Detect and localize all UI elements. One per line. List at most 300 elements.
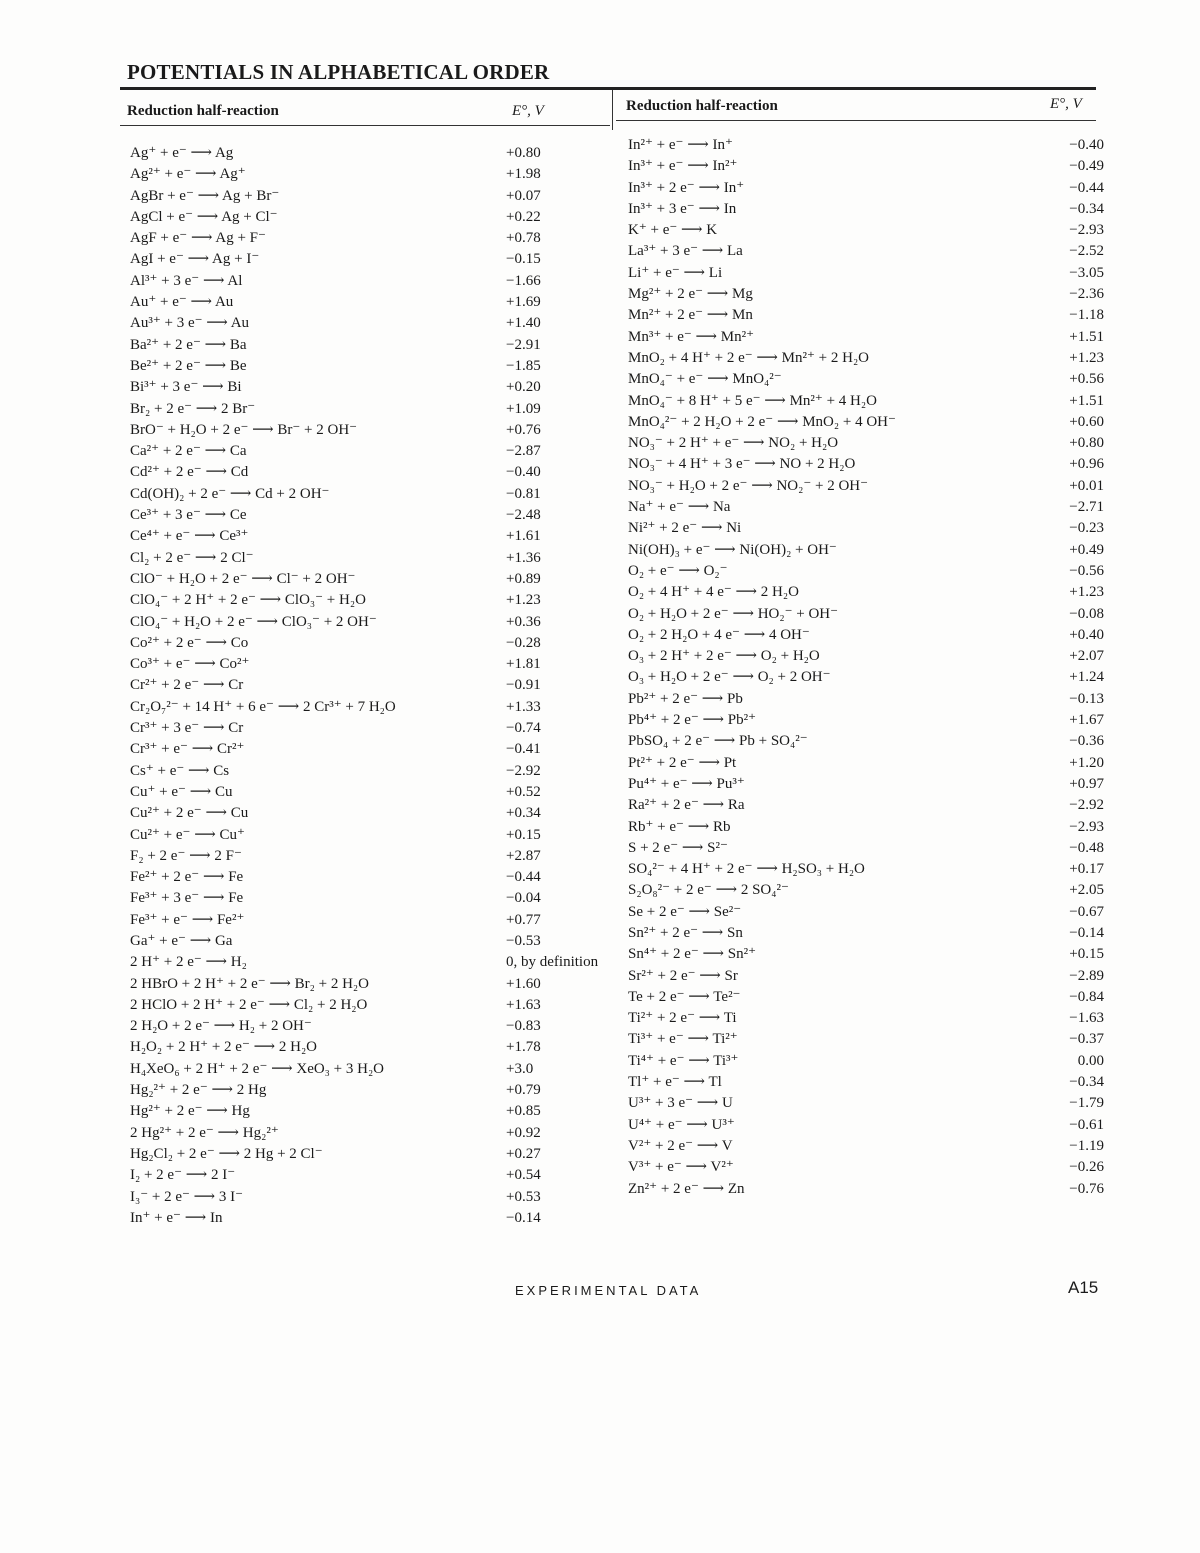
half-reaction: Be²⁺ + 2 e⁻ ⟶ Be	[130, 357, 247, 374]
potential-value: +1.60	[506, 975, 541, 992]
potential-value: −0.76	[1069, 1180, 1104, 1197]
right-header-rule	[616, 120, 1096, 121]
half-reaction: MnO₄⁻ + e⁻ ⟶ MnO₄²⁻	[628, 371, 782, 388]
potential-value: +0.52	[506, 783, 541, 800]
table-row	[130, 612, 610, 633]
half-reaction: F₂ + 2 e⁻ ⟶ 2 F⁻	[130, 847, 242, 864]
half-reaction: ClO₄⁻ + 2 H⁺ + 2 e⁻ ⟶ ClO₃⁻ + H₂O	[130, 592, 366, 609]
potential-value: +0.80	[1069, 435, 1104, 452]
half-reaction: Ga⁺ + e⁻ ⟶ Ga	[130, 932, 233, 949]
table-row	[628, 625, 1108, 646]
table-row	[628, 646, 1108, 667]
potential-value: −0.34	[1069, 1074, 1104, 1091]
half-reaction: MnO₄²⁻ + 2 H₂O + 2 e⁻ ⟶ MnO₂ + 4 OH⁻	[628, 413, 896, 430]
table-row	[628, 880, 1108, 901]
table-row	[130, 356, 610, 377]
table-row	[130, 271, 610, 292]
half-reaction: Cr³⁺ + e⁻ ⟶ Cr²⁺	[130, 741, 245, 758]
potential-value: +2.87	[506, 847, 541, 864]
table-row	[130, 313, 610, 334]
table-row	[130, 1059, 610, 1080]
potential-value: −0.04	[506, 890, 541, 907]
half-reaction: Sn⁴⁺ + 2 e⁻ ⟶ Sn²⁺	[628, 946, 757, 963]
potential-value: −0.67	[1069, 903, 1104, 920]
potential-value: +0.89	[506, 570, 541, 587]
potential-value: −1.63	[1069, 1010, 1104, 1027]
table-row	[628, 1179, 1108, 1200]
half-reaction: BrO⁻ + H₂O + 2 e⁻ ⟶ Br⁻ + 2 OH⁻	[130, 421, 358, 438]
potential-value: −0.53	[506, 932, 541, 949]
table-row	[628, 731, 1108, 752]
half-reaction: Sr²⁺ + 2 e⁻ ⟶ Sr	[628, 967, 738, 984]
half-reaction: Ni(OH)₃ + e⁻ ⟶ Ni(OH)₂ + OH⁻	[628, 541, 837, 558]
potential-value: −2.92	[1069, 797, 1104, 814]
half-reaction: Fe³⁺ + e⁻ ⟶ Fe²⁺	[130, 911, 245, 928]
half-reaction: O₂ + e⁻ ⟶ O₂⁻	[628, 562, 728, 579]
table-row	[628, 518, 1108, 539]
potential-value: +1.40	[506, 315, 541, 332]
table-row	[628, 220, 1108, 241]
table-row	[130, 1165, 610, 1186]
half-reaction: NO₃⁻ + H₂O + 2 e⁻ ⟶ NO₂⁻ + 2 OH⁻	[628, 477, 869, 494]
potential-value: +3.0	[506, 1060, 534, 1077]
potential-value: −2.93	[1069, 222, 1104, 239]
half-reaction: AgF + e⁻ ⟶ Ag + F⁻	[130, 230, 266, 247]
half-reaction: Zn²⁺ + 2 e⁻ ⟶ Zn	[628, 1180, 745, 1197]
half-reaction: Cu²⁺ + e⁻ ⟶ Cu⁺	[130, 826, 245, 843]
potential-value: +0.80	[506, 145, 541, 161]
potential-value: −1.79	[1069, 1095, 1104, 1112]
potential-value: +0.27	[506, 1145, 541, 1162]
half-reaction: Cl₂ + 2 e⁻ ⟶ 2 Cl⁻	[130, 549, 254, 566]
potential-value: −0.26	[1069, 1159, 1104, 1176]
table-row	[130, 825, 610, 846]
table-row	[130, 675, 610, 696]
half-reaction: O₂ + 4 H⁺ + 4 e⁻ ⟶ 2 H₂O	[628, 584, 799, 601]
potential-value: +0.07	[506, 187, 541, 204]
table-row	[130, 1123, 610, 1144]
potential-value: +0.40	[1069, 626, 1104, 643]
table-row	[628, 604, 1108, 625]
potential-value: +0.53	[506, 1188, 541, 1205]
table-row	[628, 327, 1108, 348]
potential-value: −2.93	[1069, 818, 1104, 835]
half-reaction: Au³⁺ + 3 e⁻ ⟶ Au	[130, 315, 250, 332]
top-rule	[120, 87, 1096, 90]
table-row	[130, 1037, 610, 1058]
table-row	[628, 412, 1108, 433]
table-row	[130, 654, 610, 675]
half-reaction: Ca²⁺ + 2 e⁻ ⟶ Ca	[130, 443, 247, 460]
half-reaction: AgI + e⁻ ⟶ Ag + I⁻	[130, 251, 260, 268]
potential-value: −0.28	[506, 634, 541, 651]
table-row	[628, 1072, 1108, 1093]
table-row	[130, 867, 610, 888]
half-reaction: O₃ + H₂O + 2 e⁻ ⟶ O₂ + 2 OH⁻	[628, 669, 831, 686]
potential-value: −0.41	[506, 741, 541, 758]
table-row	[628, 966, 1108, 987]
half-reaction: Cd²⁺ + 2 e⁻ ⟶ Cd	[130, 464, 249, 481]
potential-value: −0.91	[506, 677, 541, 694]
table-row	[628, 1093, 1108, 1114]
half-reaction: Cr³⁺ + 3 e⁻ ⟶ Cr	[130, 720, 244, 737]
table-row	[628, 561, 1108, 582]
half-reaction: Cr²⁺ + 2 e⁻ ⟶ Cr	[130, 677, 244, 694]
half-reaction: Cd(OH)₂ + 2 e⁻ ⟶ Cd + 2 OH⁻	[130, 485, 330, 502]
table-row	[130, 335, 610, 356]
potential-value: −0.14	[506, 1209, 541, 1226]
half-reaction: Ce⁴⁺ + e⁻ ⟶ Ce³⁺	[130, 528, 249, 545]
potential-value: −1.18	[1069, 307, 1104, 324]
half-reaction: Au⁺ + e⁻ ⟶ Au	[130, 294, 234, 311]
table-row	[130, 974, 610, 995]
table-row	[628, 774, 1108, 795]
table-row	[130, 931, 610, 952]
table-row	[628, 667, 1108, 688]
potential-value: −0.44	[1069, 179, 1104, 196]
table-row	[628, 582, 1108, 603]
half-reaction: Al³⁺ + 3 e⁻ ⟶ Al	[130, 272, 243, 289]
half-reaction: U⁴⁺ + e⁻ ⟶ U³⁺	[628, 1116, 735, 1133]
half-reaction: La³⁺ + 3 e⁻ ⟶ La	[628, 243, 743, 260]
potential-value: +0.97	[1069, 775, 1104, 792]
table-row	[130, 526, 610, 547]
table-row	[130, 249, 610, 270]
half-reaction: 2 H⁺ + 2 e⁻ ⟶ H₂	[130, 954, 247, 971]
half-reaction: Cu²⁺ + 2 e⁻ ⟶ Cu	[130, 805, 249, 822]
potential-value: +1.63	[506, 996, 541, 1013]
right-potential-header: E°, V	[1050, 96, 1082, 112]
potential-value: +1.81	[506, 656, 541, 673]
table-row	[130, 143, 610, 164]
half-reaction: Ra²⁺ + 2 e⁻ ⟶ Ra	[628, 797, 745, 814]
half-reaction: U³⁺ + 3 e⁻ ⟶ U	[628, 1095, 733, 1112]
half-reaction: Co²⁺ + 2 e⁻ ⟶ Co	[130, 634, 249, 651]
potential-value: +0.17	[1069, 861, 1104, 878]
half-reaction: Li⁺ + e⁻ ⟶ Li	[628, 264, 723, 281]
potential-value: −0.81	[506, 485, 541, 502]
potential-value: +1.36	[506, 549, 541, 566]
potential-value: −2.87	[506, 443, 541, 460]
table-row	[628, 284, 1108, 305]
table-row	[628, 1136, 1108, 1157]
table-row	[628, 1157, 1108, 1178]
half-reaction: Pb²⁺ + 2 e⁻ ⟶ Pb	[628, 690, 743, 707]
table-row	[130, 739, 610, 760]
table-row	[130, 952, 610, 973]
table-row	[628, 1029, 1108, 1050]
potential-value: +0.79	[506, 1082, 541, 1099]
table-row	[130, 1144, 610, 1165]
table-row	[628, 241, 1108, 262]
potential-value: −2.52	[1069, 243, 1104, 260]
potential-value: 0.00	[1077, 1052, 1104, 1069]
table-row	[628, 1115, 1108, 1136]
half-reaction: Mn²⁺ + 2 e⁻ ⟶ Mn	[628, 307, 753, 324]
potential-value: +2.07	[1069, 648, 1104, 665]
table-row	[628, 391, 1108, 412]
potential-value: +0.78	[506, 230, 541, 247]
potential-value: −2.71	[1069, 499, 1104, 516]
half-reaction: S + 2 e⁻ ⟶ S²⁻	[628, 839, 728, 856]
right-reaction-header: Reduction half-reaction	[626, 98, 778, 114]
potential-value: +0.20	[506, 379, 541, 396]
table-row	[628, 902, 1108, 923]
half-reaction: I₂ + 2 e⁻ ⟶ 2 I⁻	[130, 1167, 236, 1184]
potential-value: −0.56	[1069, 562, 1104, 579]
potential-value: −0.74	[506, 720, 541, 737]
table-row	[130, 484, 610, 505]
potential-value: +1.20	[1069, 754, 1104, 771]
potential-value: +1.61	[506, 528, 541, 545]
half-reaction: In⁺ + e⁻ ⟶ In	[130, 1209, 223, 1226]
table-row	[130, 590, 610, 611]
half-reaction: Co³⁺ + e⁻ ⟶ Co²⁺	[130, 656, 250, 673]
table-row	[628, 753, 1108, 774]
half-reaction: 2 Hg²⁺ + 2 e⁻ ⟶ Hg₂²⁺	[130, 1124, 279, 1141]
half-reaction: AgBr + e⁻ ⟶ Ag + Br⁻	[130, 187, 280, 204]
table-row	[130, 399, 610, 420]
potential-value: −1.19	[1069, 1137, 1104, 1154]
table-row	[628, 1051, 1108, 1072]
half-reaction: Ti²⁺ + 2 e⁻ ⟶ Ti	[628, 1010, 737, 1027]
table-row	[628, 156, 1108, 177]
potential-value: +1.98	[506, 166, 541, 183]
half-reaction: Hg₂²⁺ + 2 e⁻ ⟶ 2 Hg	[130, 1082, 267, 1099]
potential-value: +0.92	[506, 1124, 541, 1141]
potential-value: −0.23	[1069, 520, 1104, 537]
table-row	[130, 910, 610, 931]
potential-value: −0.49	[1069, 158, 1104, 175]
half-reaction: Cs⁺ + e⁻ ⟶ Cs	[130, 762, 230, 779]
half-reaction: AgCl + e⁻ ⟶ Ag + Cl⁻	[130, 208, 278, 225]
table-row	[130, 462, 610, 483]
half-reaction: In³⁺ + e⁻ ⟶ In²⁺	[628, 158, 738, 175]
half-reaction: Pu⁴⁺ + e⁻ ⟶ Pu³⁺	[628, 775, 745, 792]
potential-value: −2.36	[1069, 286, 1104, 303]
potential-value: +2.05	[1069, 882, 1104, 899]
half-reaction: Na⁺ + e⁻ ⟶ Na	[628, 499, 731, 516]
header-separator	[612, 90, 613, 130]
table-row	[130, 1187, 610, 1208]
half-reaction: Br₂ + 2 e⁻ ⟶ 2 Br⁻	[130, 400, 256, 417]
half-reaction: Fe³⁺ + 3 e⁻ ⟶ Fe	[130, 890, 244, 907]
potential-value: +0.77	[506, 911, 541, 928]
potential-value: +1.23	[506, 592, 541, 609]
half-reaction: H₄XeO₆ + 2 H⁺ + 2 e⁻ ⟶ XeO₃ + 3 H₂O	[130, 1060, 385, 1077]
potential-value: −1.85	[506, 357, 541, 374]
half-reaction: O₂ + 2 H₂O + 4 e⁻ ⟶ 4 OH⁻	[628, 626, 810, 643]
half-reaction: 2 HClO + 2 H⁺ + 2 e⁻ ⟶ Cl₂ + 2 H₂O	[130, 996, 368, 1013]
half-reaction: Tl⁺ + e⁻ ⟶ Tl	[628, 1074, 722, 1091]
table-row	[628, 859, 1108, 880]
table-row	[628, 178, 1108, 199]
half-reaction: Mg²⁺ + 2 e⁻ ⟶ Mg	[628, 286, 753, 303]
potential-value: −0.40	[1069, 137, 1104, 153]
table-row	[130, 164, 610, 185]
table-row	[628, 369, 1108, 390]
left-potential-header: E°, V	[512, 103, 544, 119]
half-reaction: In²⁺ + e⁻ ⟶ In⁺	[628, 137, 733, 153]
table-row	[130, 441, 610, 462]
half-reaction: MnO₄⁻ + 8 H⁺ + 5 e⁻ ⟶ Mn²⁺ + 4 H₂O	[628, 392, 877, 409]
half-reaction: ClO₄⁻ + H₂O + 2 e⁻ ⟶ ClO₃⁻ + 2 OH⁻	[130, 613, 377, 630]
half-reaction: O₂ + H₂O + 2 e⁻ ⟶ HO₂⁻ + OH⁻	[628, 605, 839, 622]
half-reaction: Sn²⁺ + 2 e⁻ ⟶ Sn	[628, 924, 743, 941]
table-row	[130, 803, 610, 824]
half-reaction: Ti³⁺ + e⁻ ⟶ Ti²⁺	[628, 1031, 738, 1048]
potential-value: 0, by definition	[506, 954, 599, 971]
potential-value: +1.51	[1069, 392, 1104, 409]
table-row	[130, 888, 610, 909]
half-reaction: Hg₂Cl₂ + 2 e⁻ ⟶ 2 Hg + 2 Cl⁻	[130, 1145, 323, 1162]
potential-value: +0.01	[1069, 477, 1104, 494]
table-row	[628, 987, 1108, 1008]
half-reaction: Bi³⁺ + 3 e⁻ ⟶ Bi	[130, 379, 242, 396]
potential-value: −0.44	[506, 869, 541, 886]
left-reaction-header: Reduction half-reaction	[127, 103, 279, 119]
potential-value: −0.14	[1069, 924, 1104, 941]
table-row	[628, 817, 1108, 838]
half-reaction: Ni²⁺ + 2 e⁻ ⟶ Ni	[628, 520, 742, 537]
table-row	[130, 548, 610, 569]
table-row	[628, 454, 1108, 475]
potential-value: +0.76	[506, 421, 541, 438]
potential-value: +0.15	[506, 826, 541, 843]
table-row	[130, 228, 610, 249]
table-row	[628, 476, 1108, 497]
half-reaction: O₃ + 2 H⁺ + 2 e⁻ ⟶ O₂ + H₂O	[628, 648, 820, 665]
table-row	[130, 569, 610, 590]
table-row	[130, 420, 610, 441]
table-row	[628, 199, 1108, 220]
table-row	[130, 995, 610, 1016]
potential-value: −0.61	[1069, 1116, 1104, 1133]
potential-value: +0.36	[506, 613, 541, 630]
half-reaction: K⁺ + e⁻ ⟶ K	[628, 222, 718, 239]
potential-value: −2.91	[506, 336, 541, 353]
half-reaction: S₂O₈²⁻ + 2 e⁻ ⟶ 2 SO₄²⁻	[628, 882, 789, 899]
table-row	[628, 348, 1108, 369]
table-row	[628, 944, 1108, 965]
half-reaction: Pt²⁺ + 2 e⁻ ⟶ Pt	[628, 754, 737, 771]
potential-value: −0.84	[1069, 988, 1104, 1005]
potential-value: +1.69	[506, 294, 541, 311]
potential-value: +0.85	[506, 1103, 541, 1120]
half-reaction: Cr₂O₇²⁻ + 14 H⁺ + 6 e⁻ ⟶ 2 Cr³⁺ + 7 H₂O	[130, 698, 396, 715]
potential-value: −0.15	[506, 251, 541, 268]
table-row	[628, 689, 1108, 710]
table-row	[628, 710, 1108, 731]
half-reaction: Ti⁴⁺ + e⁻ ⟶ Ti³⁺	[628, 1052, 739, 1069]
potential-value: +0.60	[1069, 413, 1104, 430]
potential-value: +0.56	[1069, 371, 1104, 388]
table-row	[130, 718, 610, 739]
potential-value: +0.34	[506, 805, 541, 822]
table-row	[130, 505, 610, 526]
half-reaction: 2 HBrO + 2 H⁺ + 2 e⁻ ⟶ Br₂ + 2 H₂O	[130, 975, 369, 992]
half-reaction: Ba²⁺ + 2 e⁻ ⟶ Ba	[130, 336, 247, 353]
half-reaction: Pb⁴⁺ + 2 e⁻ ⟶ Pb²⁺	[628, 712, 757, 729]
half-reaction: PbSO₄ + 2 e⁻ ⟶ Pb + SO₄²⁻	[628, 733, 808, 750]
table-row	[628, 1008, 1108, 1029]
table-row	[628, 305, 1108, 326]
table-row	[130, 1208, 610, 1229]
half-reaction: NO₃⁻ + 4 H⁺ + 3 e⁻ ⟶ NO + 2 H₂O	[628, 456, 856, 473]
potential-value: +0.15	[1069, 946, 1104, 963]
potential-value: +1.23	[1069, 349, 1104, 366]
half-reaction: Mn³⁺ + e⁻ ⟶ Mn²⁺	[628, 328, 755, 345]
potential-value: −0.13	[1069, 690, 1104, 707]
potential-value: +1.51	[1069, 328, 1104, 345]
page-title: POTENTIALS IN ALPHABETICAL ORDER	[127, 60, 550, 84]
potential-value: +1.24	[1069, 669, 1104, 686]
potential-value: −0.37	[1069, 1031, 1104, 1048]
potential-value: −1.66	[506, 272, 541, 289]
half-reaction: V³⁺ + e⁻ ⟶ V²⁺	[628, 1159, 734, 1176]
table-row	[628, 795, 1108, 816]
potential-value: +1.23	[1069, 584, 1104, 601]
potential-value: +1.09	[506, 400, 541, 417]
potential-value: −2.92	[506, 762, 541, 779]
potential-value: −0.08	[1069, 605, 1104, 622]
page-number: A15	[1068, 1278, 1099, 1297]
half-reaction: Ag²⁺ + e⁻ ⟶ Ag⁺	[130, 166, 246, 183]
potential-value: +1.78	[506, 1039, 541, 1056]
table-row	[130, 207, 610, 228]
table-row	[628, 838, 1108, 859]
half-reaction: Rb⁺ + e⁻ ⟶ Rb	[628, 818, 731, 835]
half-reaction: In³⁺ + 3 e⁻ ⟶ In	[628, 200, 737, 217]
footer-section-label: EXPERIMENTAL DATA	[515, 1283, 702, 1298]
half-reaction: Te + 2 e⁻ ⟶ Te²⁻	[628, 988, 741, 1005]
potential-value: +0.49	[1069, 541, 1104, 558]
potential-value: +1.67	[1069, 712, 1104, 729]
table-row	[130, 292, 610, 313]
half-reaction: Ce³⁺ + 3 e⁻ ⟶ Ce	[130, 507, 247, 524]
table-row	[130, 1080, 610, 1101]
table-row	[130, 782, 610, 803]
potential-value: +0.54	[506, 1167, 541, 1184]
half-reaction: SO₄²⁻ + 4 H⁺ + 2 e⁻ ⟶ H₂SO₃ + H₂O	[628, 861, 865, 878]
half-reaction: MnO₂ + 4 H⁺ + 2 e⁻ ⟶ Mn²⁺ + 2 H₂O	[628, 349, 870, 366]
potential-value: −2.48	[506, 507, 541, 524]
half-reaction: In³⁺ + 2 e⁻ ⟶ In⁺	[628, 179, 745, 196]
half-reaction: Ag⁺ + e⁻ ⟶ Ag	[130, 145, 234, 161]
potential-value: +0.22	[506, 208, 541, 225]
table-row	[130, 846, 610, 867]
half-reaction: Cu⁺ + e⁻ ⟶ Cu	[130, 783, 233, 800]
potential-value: −0.48	[1069, 839, 1104, 856]
potential-value: −0.40	[506, 464, 541, 481]
potential-value: −3.05	[1069, 264, 1104, 281]
half-reaction: Hg²⁺ + 2 e⁻ ⟶ Hg	[130, 1103, 250, 1120]
table-row	[628, 433, 1108, 454]
left-potential-table	[130, 143, 610, 1229]
table-row	[130, 1016, 610, 1037]
half-reaction: NO₃⁻ + 2 H⁺ + e⁻ ⟶ NO₂ + H₂O	[628, 435, 839, 452]
potential-value: +0.96	[1069, 456, 1104, 473]
table-row	[130, 761, 610, 782]
half-reaction: I₃⁻ + 2 e⁻ ⟶ 3 I⁻	[130, 1188, 244, 1205]
half-reaction: 2 H₂O + 2 e⁻ ⟶ H₂ + 2 OH⁻	[130, 1018, 312, 1035]
half-reaction: Se + 2 e⁻ ⟶ Se²⁻	[628, 903, 742, 920]
table-row	[130, 633, 610, 654]
table-row	[130, 697, 610, 718]
potential-value: −0.36	[1069, 733, 1104, 750]
table-row	[628, 497, 1108, 518]
potential-value: −0.34	[1069, 200, 1104, 217]
